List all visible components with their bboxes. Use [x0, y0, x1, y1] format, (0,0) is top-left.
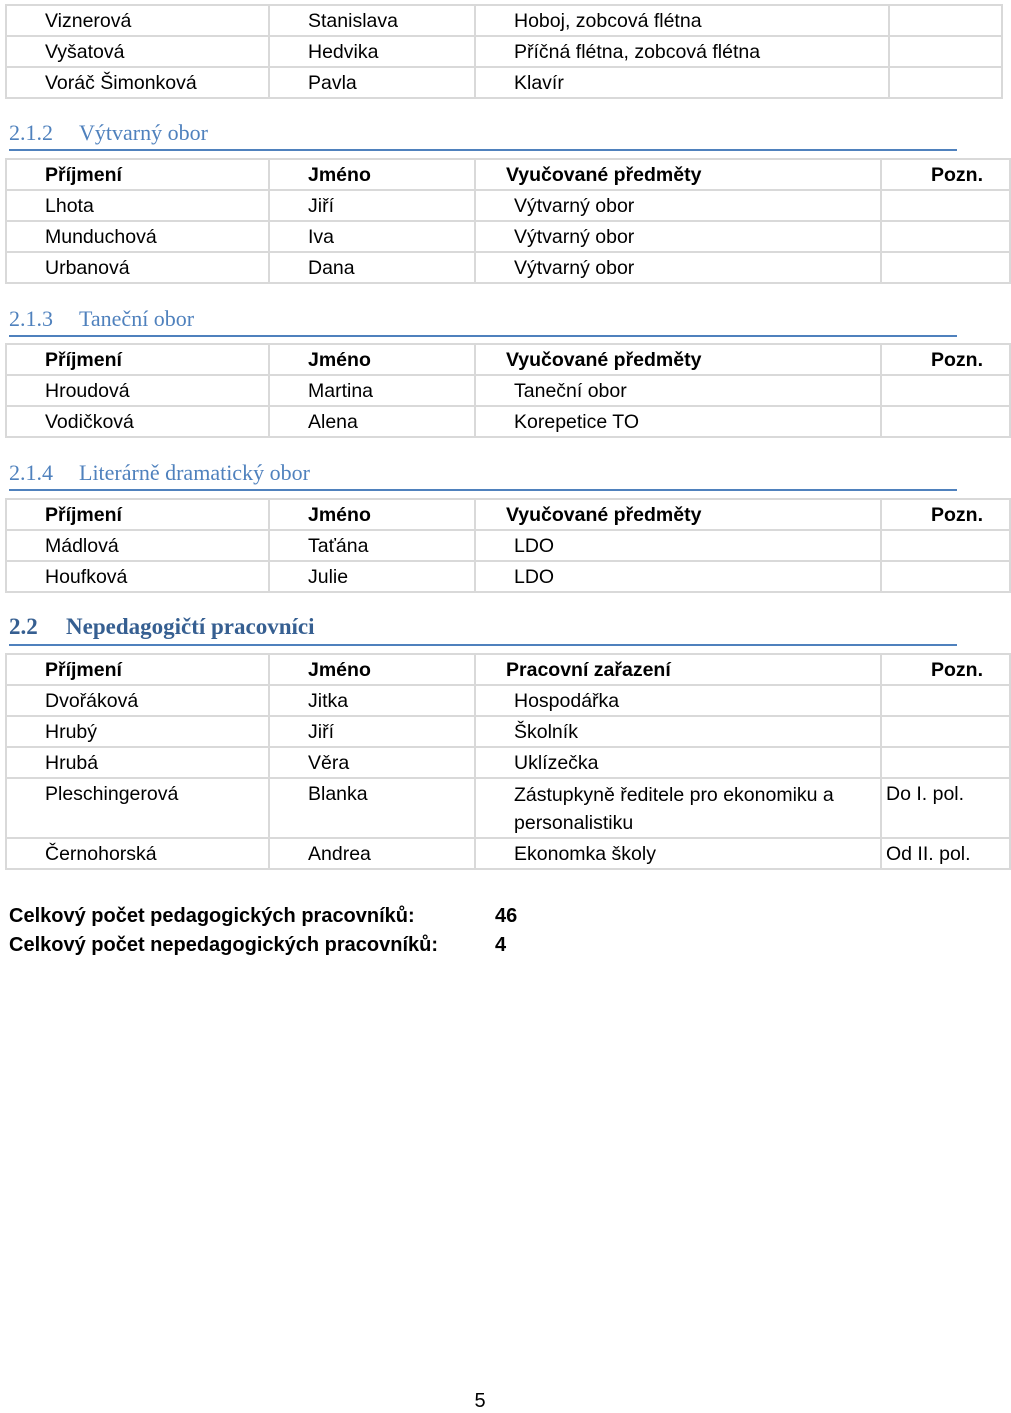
drama-staff-rows: [6, 530, 1010, 592]
table-cell: Příčná flétna, zobcová flétna: [475, 36, 889, 67]
table-cell: Viznerová: [6, 5, 269, 36]
table-cell: Mádlová: [6, 530, 269, 561]
section-title: Literárně dramatický obor: [79, 460, 310, 485]
column-header: Vyučované předměty: [475, 499, 881, 530]
table-cell: Hospodářka: [475, 685, 881, 716]
table-row: [6, 778, 1010, 838]
table-cell: Věra: [269, 747, 475, 778]
art-staff-rows: [6, 190, 1010, 283]
table-row: [6, 406, 1010, 437]
table-cell: Dana: [269, 252, 475, 283]
table-cell: Jiří: [269, 716, 475, 747]
staff-totals: [9, 902, 517, 960]
section-heading-nonteaching: [9, 614, 957, 646]
table-cell: Urbanová: [6, 252, 269, 283]
table-cell: Výtvarný obor: [475, 252, 881, 283]
section-heading-dance: [9, 306, 957, 337]
table-cell: [881, 747, 1010, 778]
table-cell: Ekonomka školy: [475, 838, 881, 869]
music-staff-table: [5, 4, 1003, 99]
table-cell: Munduchová: [6, 221, 269, 252]
table-cell: [881, 375, 1010, 406]
table-row: [6, 716, 1010, 747]
teaching-total-label: Celkový počet pedagogických pracovníků:: [9, 905, 415, 927]
section-number: 2.2: [9, 614, 38, 639]
table-cell: Taťána: [269, 530, 475, 561]
table-cell: [889, 5, 1002, 36]
column-header: Příjmení: [6, 159, 269, 190]
table-cell: [881, 190, 1010, 221]
table-cell: Jitka: [269, 685, 475, 716]
table-row: [6, 221, 1010, 252]
nonteaching-staff-rows: [6, 685, 1010, 869]
table-row: [6, 530, 1010, 561]
table-cell: Vyšatová: [6, 36, 269, 67]
table-cell: Dvořáková: [6, 685, 269, 716]
table-cell: Jiří: [269, 190, 475, 221]
nonteaching-total-row: [9, 931, 517, 960]
music-staff-rows: [6, 5, 1002, 98]
table-cell: Andrea: [269, 838, 475, 869]
column-header: Pozn.: [881, 344, 1010, 375]
column-header: Pozn.: [881, 159, 1010, 190]
table-row: [6, 252, 1010, 283]
table-cell: Taneční obor: [475, 375, 881, 406]
table-cell: [889, 36, 1002, 67]
dance-staff-table: [5, 343, 1011, 438]
section-title: Nepedagogičtí pracovníci: [66, 614, 315, 639]
table-cell: Vodičková: [6, 406, 269, 437]
teaching-total-value: 46: [495, 905, 518, 927]
table-cell: Uklízečka: [475, 747, 881, 778]
table-cell: Hrubý: [6, 716, 269, 747]
table-cell: LDO: [475, 530, 881, 561]
table-cell: Hoboj, zobcová flétna: [475, 5, 889, 36]
dance-staff-rows: [6, 375, 1010, 437]
table-cell: Černohorská: [6, 838, 269, 869]
table-cell: Výtvarný obor: [475, 190, 881, 221]
table-cell: [881, 685, 1010, 716]
column-header: Vyučované předměty: [475, 344, 881, 375]
column-header: Pracovní zařazení: [475, 654, 881, 685]
table-cell: [881, 530, 1010, 561]
table-cell: Voráč Šimonková: [6, 67, 269, 98]
section-title: Taneční obor: [79, 306, 195, 331]
section-title: Výtvarný obor: [79, 120, 208, 145]
table-cell: Klavír: [475, 67, 889, 98]
column-header: Příjmení: [6, 344, 269, 375]
table-header-row: [6, 159, 1010, 190]
nonteaching-staff-table: [5, 653, 1011, 870]
column-header: Jméno: [269, 159, 475, 190]
section-number: 2.1.3: [9, 306, 53, 331]
section-heading-drama: [9, 460, 957, 491]
nonteaching-total-value: 4: [495, 934, 507, 956]
dance-staff-header: [6, 344, 1010, 375]
column-header: Jméno: [269, 344, 475, 375]
table-row: [6, 5, 1002, 36]
table-cell: Stanislava: [269, 5, 475, 36]
table-cell: Iva: [269, 221, 475, 252]
table-cell: Hroudová: [6, 375, 269, 406]
column-header: Jméno: [269, 499, 475, 530]
teaching-total-row: [9, 902, 517, 931]
table-cell: Výtvarný obor: [475, 221, 881, 252]
table-row: [6, 375, 1010, 406]
section-heading-art: [9, 120, 957, 151]
table-cell: Korepetice TO: [475, 406, 881, 437]
table-cell: Od II. pol.: [881, 838, 1010, 869]
table-cell: Do I. pol.: [881, 778, 1010, 838]
table-cell: [881, 716, 1010, 747]
column-header: Příjmení: [6, 654, 269, 685]
column-header: Vyučované předměty: [475, 159, 881, 190]
table-cell: Pleschingerová: [6, 778, 269, 838]
table-row: [6, 838, 1010, 869]
table-cell: Blanka: [269, 778, 475, 838]
table-cell: [881, 406, 1010, 437]
table-cell: Martina: [269, 375, 475, 406]
column-header: Pozn.: [881, 499, 1010, 530]
art-staff-header: [6, 159, 1010, 190]
table-cell: Alena: [269, 406, 475, 437]
section-number: 2.1.2: [9, 120, 53, 145]
table-header-row: [6, 499, 1010, 530]
table-cell: [881, 221, 1010, 252]
table-cell: Zástupkyně ředitele pro ekonomiku a personalistiku: [475, 778, 881, 838]
table-cell: Julie: [269, 561, 475, 592]
table-row: [6, 190, 1010, 221]
table-cell: [889, 67, 1002, 98]
table-row: [6, 36, 1002, 67]
table-row: [6, 67, 1002, 98]
table-cell: [881, 561, 1010, 592]
table-row: [6, 747, 1010, 778]
drama-staff-header: [6, 499, 1010, 530]
section-number: 2.1.4: [9, 460, 53, 485]
art-staff-table: [5, 158, 1011, 284]
table-header-row: [6, 344, 1010, 375]
column-header: Jméno: [269, 654, 475, 685]
table-cell: [881, 252, 1010, 283]
table-cell: Hrubá: [6, 747, 269, 778]
column-header: Pozn.: [881, 654, 1010, 685]
nonteaching-total-label: Celkový počet nepedagogických pracovníků:: [9, 934, 439, 956]
table-cell: Houfková: [6, 561, 269, 592]
page-number: 5: [474, 1390, 486, 1412]
table-header-row: [6, 654, 1010, 685]
nonteaching-staff-header: [6, 654, 1010, 685]
table-cell: LDO: [475, 561, 881, 592]
table-cell: Lhota: [6, 190, 269, 221]
table-cell: Pavla: [269, 67, 475, 98]
table-row: [6, 561, 1010, 592]
table-row: [6, 685, 1010, 716]
table-cell: Hedvika: [269, 36, 475, 67]
table-cell: Školník: [475, 716, 881, 747]
drama-staff-table: [5, 498, 1011, 593]
column-header: Příjmení: [6, 499, 269, 530]
